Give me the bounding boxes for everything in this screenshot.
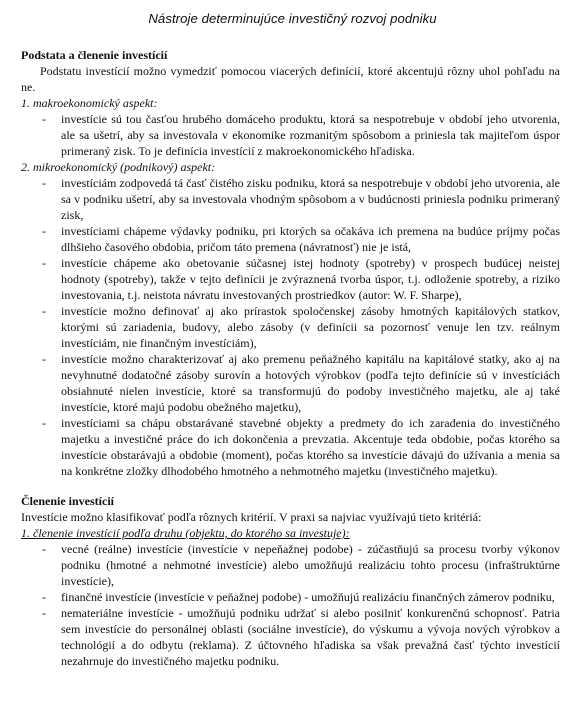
list-item [21,415,560,479]
section-intro-paragraph: Investície možno klasifikovať podľa rôznych kritérií. V praxi sa najviac využívajú tieto kritériá: [21,510,482,524]
macro-aspect-list [21,111,560,159]
list-item [21,605,560,669]
list-item-text: investície možno charakterizovať aj ako premenu peňažného kapitálu na kapitálové statky, ako aj na nevyhnutné dodatočné zásoby surovín a hotových výrobkov (podľa tejto definície sú v investíciách obsiahnuté nielen investície, ktoré sa transformujú do podoby investičného majetku, ale aj také investície, ktoré majú podobu obežného majetku), [61,352,560,414]
section-heading-clenenie: Členenie investícií [21,494,114,508]
dash-bullet-icon: - [42,112,46,126]
aspect-heading-macro: 1. makroekonomický aspekt: [21,96,158,110]
list-item [21,175,560,223]
list-item [21,589,560,605]
dash-bullet-icon: - [42,590,46,604]
criterion-heading-by-type: 1. členenie investícií podľa druhu (objektu, do ktorého sa investuje): [21,526,350,540]
dash-bullet-icon: - [42,304,46,318]
list-item-text: investíciami chápeme výdavky podniku, pri ktorých sa očakáva ich premena na budúce príjmy počas dlhšieho časového obdobia, pričom táto premena (návratnosť) nie je istá, [61,224,560,254]
list-item [21,541,560,589]
aspect-heading-micro: 2. mikroekonomický (podnikový) aspekt: [21,160,216,174]
section-spacer [21,479,560,493]
micro-aspect-list [21,175,560,479]
list-item-text: investície chápeme ako obetovanie súčasnej istej hodnoty (spotreby) v prospech budúcej neistej hodnoty (spotreby), takže v tejto definícii je zvýraznená tvorba úspor, t.j. odloženie spotreby, a riziko investovania, t.j. neistota návratu investovaných prostriedkov (autor: W. F. Sharpe), [61,256,560,302]
list-item [21,111,560,159]
dash-bullet-icon: - [42,224,46,238]
list-item-text: investície možno definovať aj ako prírastok spoločenskej zásoby hmotných kapitálových statkov, ktorými sú zariadenia, budovy, alebo zásoby (v definícii sa pozornosť venuje len tzv. reálnym investíciám, nie finančným investíciám), [61,304,560,350]
dash-bullet-icon: - [42,176,46,190]
dash-bullet-icon: - [42,256,46,270]
list-item [21,223,560,255]
list-item-text: vecné (reálne) investície (investície v nepeňažnej podobe) - zúčastňujú sa procesu tvorby výkonov podniku (hmotné a nehmotné investície) alebo umožňujú realizáciu tohto procesu (infraštruktúrne investície), [61,542,560,588]
list-item-text: finančné investície (investície v peňažnej podobe) - umožňujú realizáciu finančných zámerov podniku, [61,590,555,604]
section-heading-podstata: Podstata a členenie investícií [21,48,168,62]
list-item [21,303,560,351]
dash-bullet-icon: - [42,352,46,366]
list-item [21,255,560,303]
dash-bullet-icon: - [42,416,46,430]
dash-bullet-icon: - [42,606,46,620]
list-item-text: investíciami sa chápu obstarávané stavebné objekty a predmety do ich zaradenia do investičného majetku a investičné práce do ich dokončenia a prevzatia. Akcentuje teda obdobie, počas ktorého sa investície obstarávajú a obdobie (moment), počas ktorého sa investície dávajú do užívania a menia sa na konkrétne zložky dlhodobého hmotného a nehmotného majetku (investičného majetku). [61,416,560,478]
document-title: Nástroje determinujúce investičný rozvoj podniku [148,11,437,26]
section-intro-paragraph: Podstatu investícií možno vymedziť pomocou viacerých definícií, ktoré akcentujú rôzny uhol pohľadu na ne. [21,64,560,94]
list-item-text: investíciám zodpovedá tá časť čistého zisku podniku, ktorá sa nespotrebuje v období jeho utvorenia, ale sa v podniku ušetrí, aby sa investovala vhodným spôsobom a v budúcnosti priniesla podniku primeraný zisk, [61,176,560,222]
criterion-type-list [21,541,560,669]
list-item-text: investície sú tou časťou hrubého domáceho produktu, ktorá sa nespotrebuje v období jeho utvorenia, ale sa ušetrí, aby sa investovala v ekonomike rozmanitým spôsobom a priniesla tak majiteľom úspor primeraný zisk. To je definícia investícií z makroekonomického hľadiska. [61,112,560,158]
dash-bullet-icon: - [42,542,46,556]
list-item [21,351,560,415]
list-item-text: nemateriálne investície - umožňujú podniku udržať si alebo posilniť konkurenčnú schopnosť. Patria sem investície do personálnej oblasti (sociálne investície), do výskumu a vývoja nových výrobkov a technológií a do odbytu (reklama). Z účtovného hľadiska sa však prevažná časť týchto investícií nezahrnuje do investičného majetku podniku. [61,606,560,668]
